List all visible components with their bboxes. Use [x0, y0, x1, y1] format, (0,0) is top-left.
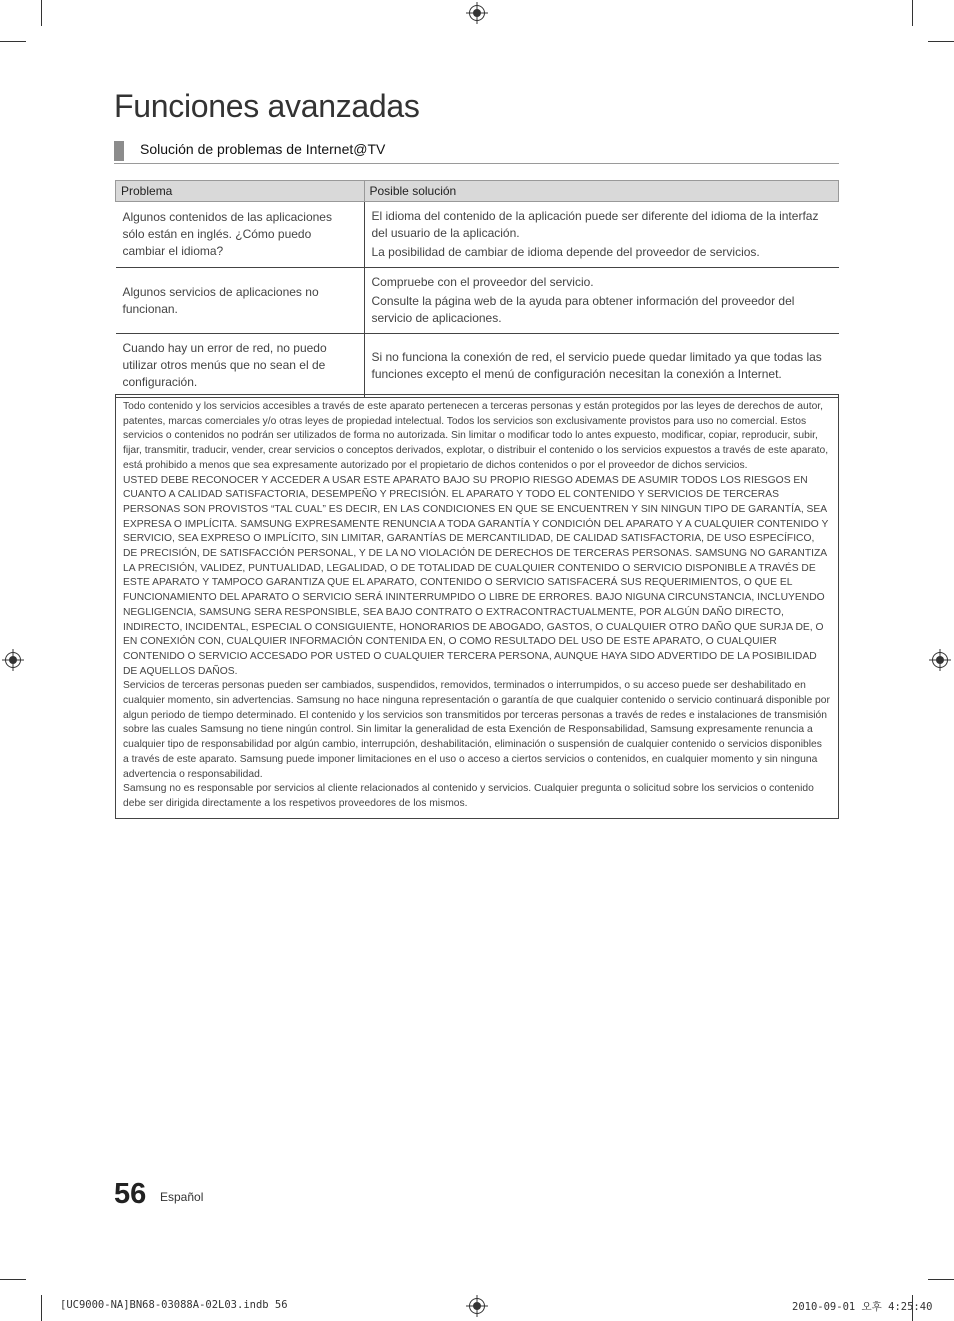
problem-cell: Algunos servicios de aplicaciones no funcionan.: [116, 268, 365, 334]
crop-mark: [41, 0, 42, 26]
page-title: Funciones avanzadas: [114, 88, 420, 124]
section-marker: [114, 141, 124, 161]
solution-text: Consulte la página web de la ayuda para obtener información del proveedor del servicio de aplicaciones.: [371, 294, 795, 325]
troubleshooting-table: [115, 180, 839, 398]
disclaimer-box: [115, 394, 839, 819]
disclaimer-paragraph: Samsung no es responsable por servicios al cliente relacionados al contenido y servicios. Cualquier pregunta o solicitud sobre los servicios o contenido debe ser dirigida directamente a los respetivos proveedores de los mismos.: [123, 783, 814, 809]
table-header-row: [116, 181, 839, 202]
registration-mark-icon: [5, 652, 21, 668]
disclaimer-paragraph: Todo contenido y los servicios accesibles a través de este aparato pertenecen a terceras personas y están protegidos por las leyes de derechos de autor, patentes, marcas comerciales y/o otras leyes de propiedad intelectual. Todos los servicios son exclusivamente provistos para uso no comercial. Estos servicios o contenidos no podrán ser utilizados de forma no autorizada. Sin limitar o modificar todo lo antes expuesto, modificar, copiar, reproducir, subir, fijar, transmitir, traducir, vender, crear servicios o conceptos derivados, explotar, o distribuir el contenido o los servicios expuestos a través de este aparato, está prohibido a menos que sea expresamente autorizado por el propietario de dichos contenidos o por el proveedor de dichos servicios.: [123, 401, 829, 471]
disclaimer-paragraph: USTED DEBE RECONOCER Y ACCEDER A USAR ESTE APARATO BAJO SU PROPIO RIESGO ADEMAS DE ASUMIR TODOS LOS RIESGOS EN CUANTO A CALIDAD SATISFACTORIA, DESEMPEÑO Y PRECISIÓN. EL APARATO Y TODO EL CONTENIDO Y SERVICIOS DE TERCERAS PERSONAS SON PROVISTOS “TAL CUAL” ES DECIR, EN LAS CONDICIONES EN QUE SE ENCUENTREN Y SIN NINGUN TIPO DE GARANTÍA, SEA EXPRESA O IMPLÍCITA. SAMSUNG EXPRESAMENTE RENUNCIA A TODA GARANTÍA Y CONDICIÓN DEL APARATO Y A CUALQUIER CONTENIDO Y SERVICIO, SEA EXPRESO O IMPLÍCITO, SIN LIMITAR, GARANTÍAS DE MERCANTILIDAD, DE CALIDAD SATISFACTORIA, DE USO ESPECÍFICO, DE PRECISIÓN, DE SATISFACCIÓN PERSONAL, Y DE LA NO VIOLACIÓN DE DERECHOS DE TERCERAS PERSONAS. SAMSUNG NO GARANTIZA LA PRECISIÓN, VALIDEZ, PUNTUALIDAD, LEGALIDAD, O DE TOTALIDAD DE CUALQUIER CONTENIDO O SERVICIO DISPONIBLE A TRAVÉS DE ESTE APARATO Y TAMPOCO GARANTIZA QUE EL APARATO, CONTENIDO O SERVICIO SATISFACERÁ SUS REQUERIMIENTOS, O QUE EL FUNCIONAMIENTO DEL APARATO O SERVICIO SERÁ ININTERRUMPIDO O LIBRE DE ERRORES. BAJO NIGUNA CIRCUNSTANCIA, INCLUYENDO NEGLIGENCIA, SAMSUNG SERA RESPONSIBLE, SEA BAJO CONTRATO O EXTRACONTRACTUALMENTE, POR ALGÚN DAÑO DIRECTO, INDIRECTO, INCIDENTAL, ESPECIAL O CONSIGUIENTE, HONORARIOS DE ABOGADO, GASTOS, O CUALQUIER OTRO DAÑO QUE SURJA DE, O EN CONEXIÓN CON, CUALQUIER INFORMACIÓN CONTENIDA EN, O COMO RESULTADO DEL USO DE ESTE APARATO, O CUALQUIER CONTENIDO O SERVICIO ACCESADO POR USTED O CUALQUIER TERCERA PERSONA, AUNQUE HAYA SIDO ADVERTIDO DE LA POSIBILIDAD DE AQUELLOS DAÑOS.: [123, 474, 829, 677]
table-row: [116, 268, 839, 334]
registration-mark-icon: [469, 5, 485, 21]
crop-mark: [0, 1279, 26, 1280]
solution-cell: [364, 268, 839, 334]
page-language: Español: [160, 1190, 204, 1204]
solution-cell: [364, 202, 839, 268]
solution-text: Si no funciona la conexión de red, el servicio puede quedar limitado ya que todas las funciones excepto el menú de configuración necesitan la conexión a Internet.: [371, 349, 822, 381]
column-header-problem: Problema: [116, 181, 365, 202]
crop-mark: [928, 41, 954, 42]
section-title: Solución de problemas de Internet@TV: [140, 141, 386, 157]
registration-mark-icon: [469, 1298, 485, 1314]
disclaimer-paragraph: Servicios de terceras personas pueden ser cambiados, suspendidos, removidos, terminados o interrumpidos, o su acceso puede ser deshabilitado en cualquier momento, sin advertencias. Samsung no hace ninguna representación o garantía de que cualquier contenido o servicio continuará disponible por algun periodo de tiempo determinado. El contenido y los servicios son transmitidos por terceras personas a través de redes e instalaciones de transmisión sobre las cuales Samsung no tiene ningún control. Sin limitar la generalidad de esta Exención de Responsabilidad, Samsung expresamente renuncia a cualquier tipo de responsabilidad por algún cambio, interrupción, deshabilitación, eliminación o suspensión de cualquier contenido o servicios disponibles a través de este aparato. Samsung puede imponer limitaciones en el uso o acceso a ciertos servicios o contenidos, en cualquier momento y sin ninguna advertencia o responsabilidad.: [123, 680, 830, 780]
solution-cell: [364, 334, 839, 398]
crop-mark: [928, 1279, 954, 1280]
section-header: [114, 139, 839, 164]
page-number: 56: [114, 1178, 147, 1210]
problem-cell: Algunos contenidos de las aplicaciones sólo están en inglés. ¿Cómo puedo cambiar el idioma?: [116, 202, 365, 268]
column-header-solution: Posible solución: [364, 181, 839, 202]
registration-mark-icon: [932, 652, 948, 668]
crop-mark: [912, 0, 913, 26]
solution-text: Compruebe con el proveedor del servicio.: [371, 275, 594, 289]
problem-cell: Cuando hay un error de red, no puedo utilizar otros menús que no sean el de configuración.: [116, 334, 365, 398]
crop-mark: [0, 41, 26, 42]
crop-mark: [41, 1295, 42, 1321]
file-info: [UC9000-NA]BN68-03088A-02L03.indb 56: [60, 1299, 288, 1311]
table-row: [116, 334, 839, 398]
solution-text: El idioma del contenido de la aplicación puede ser diferente del idioma de la interfaz del usuario de la aplicación.: [371, 209, 819, 240]
solution-text: La posibilidad de cambiar de idioma depende del proveedor de servicios.: [371, 245, 760, 259]
table-row: [116, 202, 839, 268]
print-timestamp: 2010-09-01 오후 4:25:40: [792, 1301, 933, 1313]
